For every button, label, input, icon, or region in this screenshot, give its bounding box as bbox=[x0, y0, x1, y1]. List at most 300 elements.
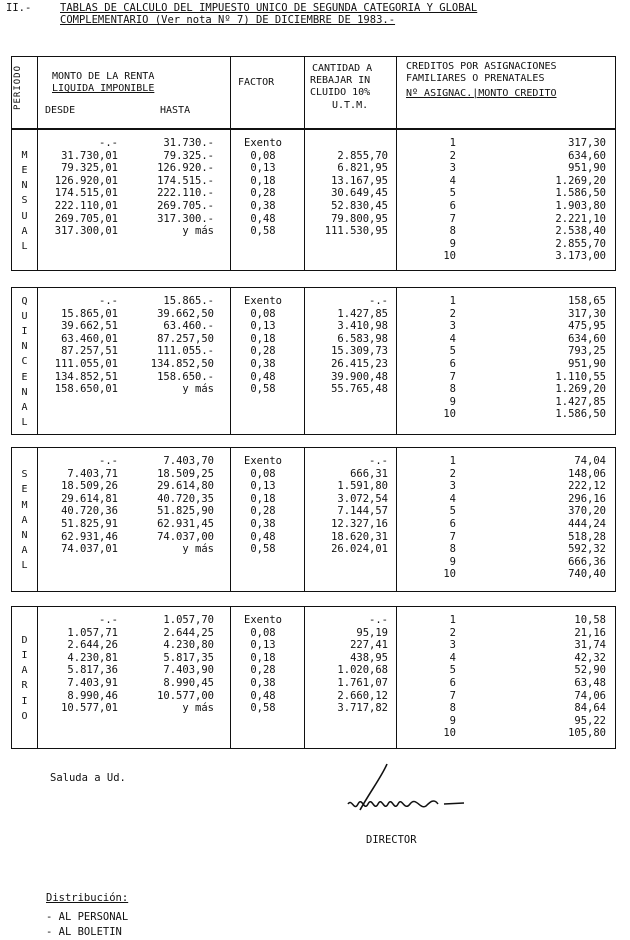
table-row bbox=[12, 639, 392, 651]
cantidad-cell: 2.855,70 bbox=[337, 149, 388, 162]
period-letter: L bbox=[21, 560, 28, 572]
cantidad-cell: 55.765,48 bbox=[331, 383, 388, 396]
period-letter: E bbox=[21, 484, 28, 496]
period-letter: N bbox=[21, 530, 28, 542]
hasta-cell: y más bbox=[182, 702, 214, 715]
period-letter: A bbox=[21, 665, 28, 677]
monto-credito: 296,16 bbox=[568, 492, 606, 505]
factor-cell: 0,48 bbox=[250, 530, 276, 543]
creditos-header-line-3: Nº ASIGNAC.|MONTO CREDITO bbox=[406, 88, 557, 99]
factor-cell: 0,58 bbox=[250, 702, 276, 715]
credit-row bbox=[396, 677, 614, 689]
factor-cell: 0,18 bbox=[250, 174, 276, 187]
monto-credito: 1.586,50 bbox=[555, 408, 606, 421]
monto-credito: 42,32 bbox=[574, 651, 606, 664]
credit-row bbox=[396, 358, 614, 370]
desde-cell: 51.825,91 bbox=[61, 518, 118, 530]
desde-cell: 63.460,01 bbox=[61, 332, 118, 345]
cantidad-cell: 79.800,95 bbox=[331, 212, 388, 225]
table-row bbox=[12, 371, 392, 383]
cantidad-cell: 39.900,48 bbox=[331, 370, 388, 383]
table-row bbox=[12, 175, 392, 187]
period-letter: I bbox=[21, 325, 28, 337]
desde-header: DESDE bbox=[45, 105, 76, 116]
monto-credito: 74,04 bbox=[574, 455, 606, 467]
distribution-item: - AL PERSONAL bbox=[46, 911, 129, 923]
asignaciones-count: 6 bbox=[449, 518, 456, 530]
director-signature bbox=[340, 762, 500, 822]
hasta-cell: 79.325.- bbox=[163, 149, 214, 162]
table-row bbox=[12, 162, 392, 174]
factor-cell: 0,38 bbox=[250, 518, 276, 530]
table-header bbox=[11, 56, 616, 129]
desde-cell: 269.705,01 bbox=[54, 212, 118, 225]
factor-cell: Exento bbox=[244, 137, 282, 149]
cantidad-cell: 7.144,57 bbox=[337, 505, 388, 518]
table-row bbox=[12, 468, 392, 480]
asignaciones-count: 4 bbox=[449, 492, 456, 505]
closing-greeting: Saluda a Ud. bbox=[50, 772, 126, 784]
table-row bbox=[12, 225, 392, 237]
monto-credito: 2.855,70 bbox=[555, 237, 606, 250]
credit-row bbox=[396, 715, 614, 727]
desde-cell: 7.403,91 bbox=[67, 677, 118, 689]
distribution-heading: Distribución: bbox=[46, 892, 129, 904]
credit-row bbox=[396, 333, 614, 345]
period-letter: N bbox=[21, 386, 28, 398]
asignaciones-count: 1 bbox=[449, 614, 456, 626]
cantidad-cell: 26.024,01 bbox=[331, 543, 388, 556]
asignaciones-count: 7 bbox=[449, 370, 456, 383]
factor-cell: 0,28 bbox=[250, 664, 276, 677]
factor-cell: 0,38 bbox=[250, 677, 276, 689]
cantidad-cell: 6.583,98 bbox=[337, 332, 388, 345]
monto-credito: 21,16 bbox=[574, 626, 606, 639]
hasta-cell: 29.614,80 bbox=[157, 480, 214, 493]
desde-cell: 18.509,26 bbox=[61, 480, 118, 493]
period-letter: I bbox=[21, 695, 28, 707]
period-letter: E bbox=[21, 371, 28, 383]
table-row bbox=[12, 187, 392, 199]
cantidad-cell: 3.410,98 bbox=[337, 320, 388, 333]
creditos-header-line-1: CREDITOS POR ASIGNACIONES bbox=[406, 61, 557, 72]
monto-credito: 951,90 bbox=[568, 358, 606, 370]
table-row bbox=[12, 333, 392, 345]
factor-cell: 0,08 bbox=[250, 149, 276, 162]
cantidad-header-line-3: CLUIDO 10% bbox=[310, 87, 371, 98]
cantidad-cell: 12.327,16 bbox=[331, 518, 388, 530]
table-row bbox=[12, 383, 392, 395]
period-letter: O bbox=[21, 710, 28, 722]
desde-cell: 10.577,01 bbox=[61, 702, 118, 715]
period-letter: A bbox=[21, 401, 28, 413]
hasta-cell: 317.300.- bbox=[157, 212, 214, 225]
credit-row bbox=[396, 614, 614, 626]
credit-row bbox=[396, 664, 614, 676]
monto-credito: 1.269,20 bbox=[555, 174, 606, 187]
section-diario bbox=[11, 606, 616, 749]
desde-cell: -.- bbox=[99, 455, 118, 467]
period-letter: M bbox=[21, 499, 28, 511]
period-letter: U bbox=[21, 210, 28, 222]
asignaciones-count: 4 bbox=[449, 332, 456, 345]
period-letter: M bbox=[21, 149, 28, 161]
hasta-cell: 1.057,70 bbox=[163, 614, 214, 626]
monto-credito: 475,95 bbox=[568, 320, 606, 333]
hasta-cell: 10.577,00 bbox=[157, 689, 214, 702]
section-semanal bbox=[11, 447, 616, 592]
asignaciones-count: 7 bbox=[449, 530, 456, 543]
credit-row bbox=[396, 200, 614, 212]
asignaciones-count: 6 bbox=[449, 200, 456, 212]
table-row bbox=[12, 614, 392, 626]
asignaciones-count: 6 bbox=[449, 677, 456, 689]
credit-row bbox=[396, 727, 614, 739]
asignaciones-count: 6 bbox=[449, 358, 456, 370]
desde-cell: 62.931,46 bbox=[61, 530, 118, 543]
cantidad-cell: 3.072,54 bbox=[337, 492, 388, 505]
monto-credito: 1.903,80 bbox=[555, 200, 606, 212]
table-row bbox=[12, 200, 392, 212]
cantidad-header-line-2: REBAJAR IN bbox=[310, 75, 371, 86]
monto-credito: 740,40 bbox=[568, 568, 606, 581]
desde-cell: -.- bbox=[99, 295, 118, 307]
desde-cell: 8.990,46 bbox=[67, 689, 118, 702]
hasta-cell: 62.931,45 bbox=[157, 518, 214, 530]
desde-cell: -.- bbox=[99, 137, 118, 149]
hasta-cell: 5.817,35 bbox=[163, 651, 214, 664]
hasta-cell: 87.257,50 bbox=[157, 332, 214, 345]
table-row bbox=[12, 493, 392, 505]
factor-cell: 0,13 bbox=[250, 320, 276, 333]
credit-row bbox=[396, 238, 614, 250]
credit-row bbox=[396, 320, 614, 332]
hasta-cell: 8.990,45 bbox=[163, 677, 214, 689]
monto-credito: 951,90 bbox=[568, 162, 606, 175]
desde-cell: 31.730,01 bbox=[61, 149, 118, 162]
cantidad-cell: 3.717,82 bbox=[337, 702, 388, 715]
desde-cell: 126.920,01 bbox=[54, 174, 118, 187]
credit-row bbox=[396, 568, 614, 580]
table-row bbox=[12, 627, 392, 639]
credit-row bbox=[396, 150, 614, 162]
hasta-cell: 63.460.- bbox=[163, 320, 214, 333]
credit-row bbox=[396, 162, 614, 174]
period-letter: L bbox=[21, 417, 28, 429]
hasta-cell: 39.662,50 bbox=[157, 307, 214, 320]
factor-cell: 0,58 bbox=[250, 383, 276, 396]
hasta-cell: 40.720,35 bbox=[157, 492, 214, 505]
monto-credito: 95,22 bbox=[574, 714, 606, 727]
monto-credito: 1.110,55 bbox=[555, 370, 606, 383]
desde-cell: 1.057,71 bbox=[67, 626, 118, 639]
desde-cell: 4.230,81 bbox=[67, 651, 118, 664]
period-letter: A bbox=[21, 545, 28, 557]
desde-cell: 317.300,01 bbox=[54, 225, 118, 238]
asignaciones-count: 8 bbox=[449, 702, 456, 715]
credit-row bbox=[396, 543, 614, 555]
desde-cell: 7.403,71 bbox=[67, 467, 118, 480]
credit-row bbox=[396, 383, 614, 395]
section-number: II.- bbox=[6, 2, 32, 14]
credit-row bbox=[396, 531, 614, 543]
factor-cell: 0,08 bbox=[250, 307, 276, 320]
credit-row bbox=[396, 408, 614, 420]
monto-credito: 148,06 bbox=[568, 467, 606, 480]
factor-cell: 0,38 bbox=[250, 200, 276, 212]
period-letter: U bbox=[21, 310, 28, 322]
table-row bbox=[12, 531, 392, 543]
monto-credito: 317,30 bbox=[568, 137, 606, 149]
asignaciones-count: 5 bbox=[449, 505, 456, 518]
cantidad-cell: 227,41 bbox=[350, 639, 388, 652]
factor-cell: 0,08 bbox=[250, 626, 276, 639]
table-row bbox=[12, 358, 392, 370]
period-letter: L bbox=[21, 240, 28, 252]
hasta-cell: 7.403,90 bbox=[163, 664, 214, 677]
cantidad-cell: 1.020,68 bbox=[337, 664, 388, 677]
cantidad-cell: 1.761,07 bbox=[337, 677, 388, 689]
credit-row bbox=[396, 518, 614, 530]
credit-row bbox=[396, 455, 614, 467]
period-letter: S bbox=[21, 195, 28, 207]
asignaciones-count: 4 bbox=[449, 174, 456, 187]
period-letter: Q bbox=[21, 295, 28, 307]
table-row bbox=[12, 690, 392, 702]
factor-cell: 0,28 bbox=[250, 345, 276, 358]
monto-credito: 31,74 bbox=[574, 639, 606, 652]
monto-credito: 1.586,50 bbox=[555, 187, 606, 200]
asignaciones-count: 9 bbox=[449, 714, 456, 727]
credit-row bbox=[396, 250, 614, 262]
cantidad-cell: 30.649,45 bbox=[331, 187, 388, 200]
factor-cell: 0,18 bbox=[250, 651, 276, 664]
hasta-cell: 2.644,25 bbox=[163, 626, 214, 639]
asignaciones-count: 2 bbox=[449, 626, 456, 639]
factor-cell: Exento bbox=[244, 295, 282, 307]
credit-row bbox=[396, 396, 614, 408]
hasta-cell: 74.037,00 bbox=[157, 530, 214, 543]
desde-cell: 40.720,36 bbox=[61, 505, 118, 518]
factor-cell: 0,28 bbox=[250, 505, 276, 518]
factor-cell: 0,18 bbox=[250, 332, 276, 345]
credit-row bbox=[396, 213, 614, 225]
table-row bbox=[12, 320, 392, 332]
desde-cell: 29.614,81 bbox=[61, 492, 118, 505]
table-row bbox=[12, 137, 392, 149]
hasta-cell: 126.920.- bbox=[157, 162, 214, 175]
hasta-cell: 18.509,25 bbox=[157, 467, 214, 480]
credit-row bbox=[396, 175, 614, 187]
credit-row bbox=[396, 639, 614, 651]
desde-cell: 39.662,51 bbox=[61, 320, 118, 333]
monto-credito: 158,65 bbox=[568, 295, 606, 307]
period-letter: E bbox=[21, 164, 28, 176]
credit-row bbox=[396, 690, 614, 702]
hasta-header: HASTA bbox=[160, 105, 191, 116]
periodo-header: PERIODO bbox=[13, 65, 23, 110]
asignaciones-count: 1 bbox=[449, 455, 456, 467]
cantidad-cell: 18.620,31 bbox=[331, 530, 388, 543]
cantidad-cell: 52.830,45 bbox=[331, 200, 388, 212]
table-row bbox=[12, 480, 392, 492]
asignaciones-count: 10 bbox=[443, 727, 456, 740]
credit-row bbox=[396, 505, 614, 517]
hasta-cell: 222.110.- bbox=[157, 187, 214, 200]
period-letter: A bbox=[21, 514, 28, 526]
cantidad-cell: 13.167,95 bbox=[331, 174, 388, 187]
distribution-item: - AL BOLETIN bbox=[46, 926, 122, 938]
monto-header-line-2: LIQUIDA IMPONIBLE bbox=[52, 83, 155, 94]
cantidad-cell: 1.591,80 bbox=[337, 480, 388, 493]
hasta-cell: 31.730.- bbox=[163, 137, 214, 149]
cantidad-cell: 2.660,12 bbox=[337, 689, 388, 702]
factor-cell: 0,48 bbox=[250, 689, 276, 702]
asignaciones-count: 7 bbox=[449, 689, 456, 702]
factor-cell: 0,58 bbox=[250, 225, 276, 238]
credit-row bbox=[396, 371, 614, 383]
hasta-cell: 269.705.- bbox=[157, 200, 214, 212]
desde-cell: 174.515,01 bbox=[54, 187, 118, 200]
asignaciones-count: 4 bbox=[449, 651, 456, 664]
cantidad-cell: 15.309,73 bbox=[331, 345, 388, 358]
credit-row bbox=[396, 295, 614, 307]
section-quincenal bbox=[11, 287, 616, 435]
hasta-cell: y más bbox=[182, 543, 214, 556]
hasta-cell: 158.650.- bbox=[157, 370, 214, 383]
monto-credito: 74,06 bbox=[574, 689, 606, 702]
factor-cell: 0,13 bbox=[250, 639, 276, 652]
creditos-header-line-2: FAMILIARES O PRENATALES bbox=[406, 73, 545, 84]
monto-header-line-1: MONTO DE LA RENTA bbox=[52, 71, 155, 82]
factor-cell: 0,48 bbox=[250, 370, 276, 383]
period-letter: C bbox=[21, 356, 28, 368]
table-row bbox=[12, 213, 392, 225]
asignaciones-count: 1 bbox=[449, 295, 456, 307]
table-row bbox=[12, 677, 392, 689]
hasta-cell: y más bbox=[182, 225, 214, 238]
director-title: DIRECTOR bbox=[366, 834, 417, 846]
table-row bbox=[12, 543, 392, 555]
credit-row bbox=[396, 556, 614, 568]
monto-credito: 793,25 bbox=[568, 345, 606, 358]
cantidad-cell: 1.427,85 bbox=[337, 307, 388, 320]
table-row bbox=[12, 295, 392, 307]
monto-credito: 3.173,00 bbox=[555, 250, 606, 263]
monto-credito: 370,20 bbox=[568, 505, 606, 518]
cantidad-cell: 95,19 bbox=[356, 626, 388, 639]
desde-cell: 158.650,01 bbox=[54, 383, 118, 396]
monto-credito: 317,30 bbox=[568, 307, 606, 320]
period-letter: S bbox=[21, 469, 28, 481]
credit-row bbox=[396, 187, 614, 199]
asignaciones-count: 3 bbox=[449, 480, 456, 493]
cantidad-cell: 666,31 bbox=[350, 467, 388, 480]
monto-credito: 105,80 bbox=[568, 727, 606, 740]
asignaciones-count: 3 bbox=[449, 162, 456, 175]
table-row bbox=[12, 652, 392, 664]
period-letter: R bbox=[21, 680, 28, 692]
hasta-cell: 134.852,50 bbox=[150, 358, 214, 370]
credit-row bbox=[396, 480, 614, 492]
hasta-cell: 174.515.- bbox=[157, 174, 214, 187]
asignaciones-count: 8 bbox=[449, 225, 456, 238]
asignaciones-count: 9 bbox=[449, 395, 456, 408]
asignaciones-count: 3 bbox=[449, 639, 456, 652]
period-letter: A bbox=[21, 225, 28, 237]
asignaciones-count: 3 bbox=[449, 320, 456, 333]
asignaciones-count: 2 bbox=[449, 307, 456, 320]
cantidad-cell: 438,95 bbox=[350, 651, 388, 664]
hasta-cell: 7.403,70 bbox=[163, 455, 214, 467]
table-row bbox=[12, 308, 392, 320]
monto-credito: 666,36 bbox=[568, 555, 606, 568]
factor-cell: Exento bbox=[244, 455, 282, 467]
monto-credito: 10,58 bbox=[574, 614, 606, 626]
hasta-cell: 4.230,80 bbox=[163, 639, 214, 652]
desde-cell: 2.644,26 bbox=[67, 639, 118, 652]
asignaciones-count: 5 bbox=[449, 345, 456, 358]
credit-row bbox=[396, 702, 614, 714]
asignaciones-count: 5 bbox=[449, 664, 456, 677]
asignaciones-count: 7 bbox=[449, 212, 456, 225]
factor-cell: 0,38 bbox=[250, 358, 276, 370]
hasta-cell: 51.825,90 bbox=[157, 505, 214, 518]
factor-cell: 0,18 bbox=[250, 492, 276, 505]
factor-cell: 0,13 bbox=[250, 480, 276, 493]
table-row bbox=[12, 505, 392, 517]
cantidad-cell: -.- bbox=[369, 455, 388, 467]
asignaciones-count: 1 bbox=[449, 137, 456, 149]
table-row bbox=[12, 150, 392, 162]
table-row bbox=[12, 455, 392, 467]
cantidad-cell: 6.821,95 bbox=[337, 162, 388, 175]
cantidad-header-line-4: U.T.M. bbox=[332, 100, 369, 111]
factor-cell: 0,13 bbox=[250, 162, 276, 175]
monto-credito: 2.538,40 bbox=[555, 225, 606, 238]
cantidad-cell: 26.415,23 bbox=[331, 358, 388, 370]
asignaciones-count: 10 bbox=[443, 408, 456, 421]
desde-cell: 87.257,51 bbox=[61, 345, 118, 358]
hasta-cell: 15.865.- bbox=[163, 295, 214, 307]
heading-line-1: TABLAS DE CALCULO DEL IMPUESTO UNICO DE SEGUNDA CATEGORIA Y GLOBAL bbox=[60, 2, 478, 14]
section-mensual bbox=[11, 129, 616, 271]
factor-header: FACTOR bbox=[238, 77, 275, 88]
asignaciones-count: 2 bbox=[449, 149, 456, 162]
credit-row bbox=[396, 137, 614, 149]
asignaciones-count: 8 bbox=[449, 383, 456, 396]
credit-row bbox=[396, 627, 614, 639]
desde-cell: 79.325,01 bbox=[61, 162, 118, 175]
monto-credito: 1.427,85 bbox=[555, 395, 606, 408]
period-letter: D bbox=[21, 634, 28, 646]
cantidad-cell: 111.530,95 bbox=[324, 225, 388, 238]
factor-cell: Exento bbox=[244, 614, 282, 626]
monto-credito: 2.221,10 bbox=[555, 212, 606, 225]
desde-cell: 222.110,01 bbox=[54, 200, 118, 212]
monto-credito: 444,24 bbox=[568, 518, 606, 530]
hasta-cell: 111.055.- bbox=[157, 345, 214, 358]
cantidad-header-line-1: CANTIDAD A bbox=[312, 63, 373, 74]
credit-row bbox=[396, 345, 614, 357]
monto-credito: 634,60 bbox=[568, 332, 606, 345]
table-row bbox=[12, 518, 392, 530]
monto-credito: 84,64 bbox=[574, 702, 606, 715]
factor-cell: 0,48 bbox=[250, 212, 276, 225]
table-row bbox=[12, 702, 392, 714]
monto-credito: 1.269,20 bbox=[555, 383, 606, 396]
asignaciones-count: 9 bbox=[449, 237, 456, 250]
